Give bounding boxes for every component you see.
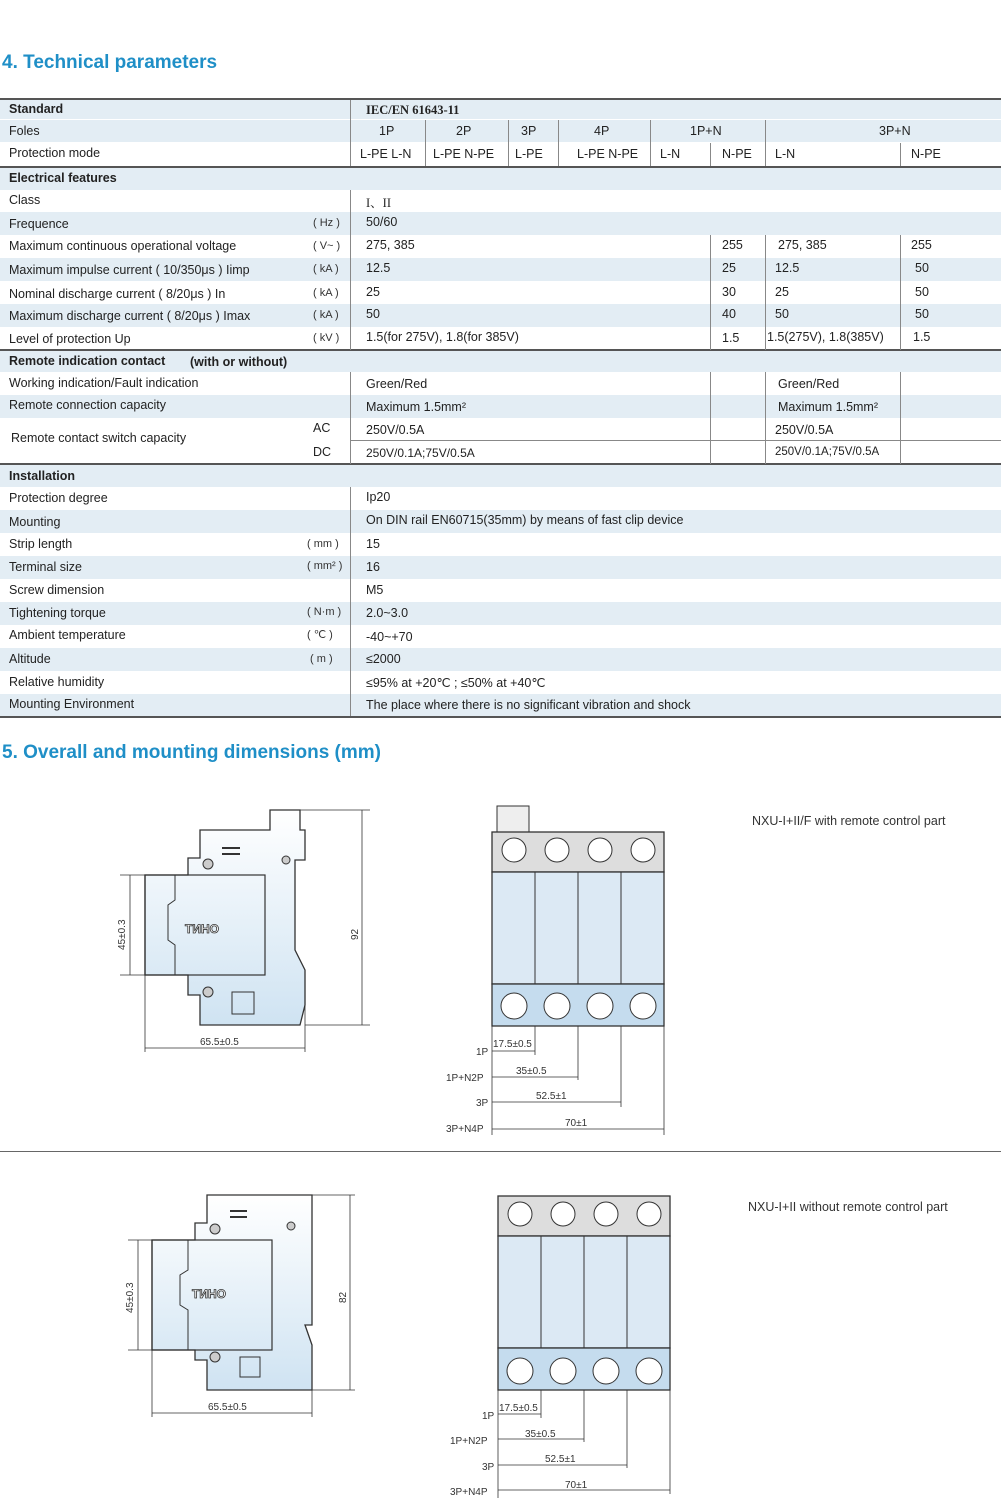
pole-label-3p: 3P	[476, 1098, 489, 1109]
amb-value: -40~+70	[366, 630, 413, 644]
section-title-dimensions: 5. Overall and mounting dimensions (mm)	[2, 742, 381, 763]
terminal-icon	[636, 1358, 662, 1384]
dc-label: DC	[313, 445, 332, 459]
screw-icon	[502, 838, 526, 862]
rcc-label: Remote connection capacity	[9, 398, 167, 412]
working-label: Working indication/Fault indication	[9, 376, 199, 390]
row-standard	[0, 100, 1001, 119]
imax-3: 50	[775, 307, 789, 321]
mode-2: L-PE N-PE	[433, 147, 495, 161]
imax-1: 50	[366, 307, 380, 321]
row-mcov	[0, 235, 1001, 258]
mcov-unit: ( V~ )	[313, 240, 341, 252]
dim-height-45: 45±0.3	[125, 1282, 136, 1313]
screw-icon	[631, 838, 655, 862]
brand-logo: TИHO	[192, 1287, 226, 1301]
dim-w3: 52.5±1	[536, 1091, 567, 1102]
terminal-icon	[587, 993, 613, 1019]
torque-label: Tightening torque	[9, 606, 106, 620]
ac-label: AC	[313, 421, 331, 435]
col-sep	[558, 120, 559, 166]
standard-label: Standard	[9, 102, 64, 116]
side-view-drawing-2	[100, 1185, 380, 1435]
up-3: 1.5(275V), 1.8(385V)	[767, 330, 884, 344]
screw-icon	[551, 1202, 575, 1226]
mcov-3: 275, 385	[778, 238, 827, 252]
table-rule-bottom	[0, 716, 1001, 718]
row-pd	[0, 487, 1001, 510]
terminal-icon	[550, 1358, 576, 1384]
row-up	[0, 327, 1001, 350]
iimp-2: 25	[722, 261, 736, 275]
terminal-icon	[630, 993, 656, 1019]
alt-unit: ( m )	[310, 653, 333, 665]
screw-icon	[637, 1202, 661, 1226]
row-mode	[0, 143, 1001, 165]
terminal-icon	[501, 993, 527, 1019]
brand-logo: TИHO	[185, 922, 219, 936]
amb-unit: ( ℃ )	[307, 629, 333, 641]
rcs-label: Remote contact switch capacity	[11, 431, 187, 445]
row-frequency	[0, 212, 1001, 235]
dc-1: 250V/0.1A;75V/0.5A	[366, 446, 475, 460]
pole-2p: 2P	[456, 124, 472, 138]
in-unit: ( kA )	[313, 287, 339, 299]
mode-5: L-N	[660, 147, 681, 161]
row-humidity	[0, 671, 1001, 694]
table-rule	[0, 166, 1001, 168]
rcc-1: Maximum 1.5mm²	[366, 400, 467, 414]
caption-with-remote: NXU-I+II/F with remote control part	[752, 814, 946, 828]
col-sep	[350, 487, 351, 716]
row-imax	[0, 304, 1001, 327]
screw-icon	[210, 1352, 220, 1362]
screw-icon	[203, 859, 213, 869]
in-3: 25	[775, 285, 789, 299]
alt-label: Altitude	[9, 652, 51, 666]
row-strip	[0, 533, 1001, 556]
remote-note: (with or without)	[190, 355, 288, 369]
dim-height-92: 92	[350, 928, 361, 940]
col-sep	[350, 100, 351, 166]
row-altitude	[0, 648, 1001, 671]
in-label: Nominal discharge current ( 8/20μs ) In	[9, 287, 226, 301]
standard-value: IEC/EN 61643-11	[366, 103, 460, 117]
electrical-label: Electrical features	[9, 171, 117, 185]
up-4: 1.5	[913, 330, 931, 344]
working-2: Green/Red	[778, 377, 840, 391]
pole-label-3p: 3P	[482, 1462, 495, 1473]
table-rule-top	[0, 98, 1001, 100]
col-sep	[765, 372, 766, 464]
row-environment	[0, 694, 1001, 716]
ts-value: 16	[366, 560, 380, 574]
imax-unit: ( kA )	[313, 309, 339, 321]
dim-w1: 17.5±0.5	[499, 1403, 538, 1414]
iimp-4: 50	[915, 261, 929, 275]
mount-label: Mounting	[9, 515, 61, 529]
row-working	[0, 372, 1001, 395]
screw-icon	[545, 838, 569, 862]
col-sep	[425, 120, 426, 166]
parameters-table	[0, 98, 1001, 718]
iimp-1: 12.5	[366, 261, 391, 275]
screw-icon	[203, 987, 213, 997]
env-value: The place where there is no significant vibration and shock	[366, 698, 691, 712]
dim-w3: 52.5±1	[545, 1454, 576, 1465]
screw-icon	[588, 838, 612, 862]
screw-value: M5	[366, 583, 384, 597]
pd-label: Protection degree	[9, 491, 108, 505]
in-2: 30	[722, 285, 736, 299]
up-1: 1.5(for 275V), 1.8(for 385V)	[366, 330, 519, 344]
col-sep	[900, 235, 901, 350]
alt-value: ≤2000	[366, 652, 401, 666]
row-electrical	[0, 168, 1001, 190]
terminal-icon	[593, 1358, 619, 1384]
pole-label-3pn4p: 3P+N4P	[446, 1124, 484, 1135]
row-installation	[0, 465, 1001, 487]
ts-label: Terminal size	[9, 560, 82, 574]
ac-2: 250V/0.5A	[775, 423, 834, 437]
front-view-drawing-1	[440, 800, 680, 1140]
up-label: Level of protection Up	[9, 332, 131, 346]
mcov-1: 275, 385	[366, 238, 415, 252]
remote-label: Remote indication contact	[9, 354, 166, 368]
mode-7: L-N	[775, 147, 796, 161]
screw-icon	[282, 856, 290, 864]
dim-width: 65.5±0.5	[200, 1037, 239, 1048]
iimp-3: 12.5	[775, 261, 800, 275]
dim-width: 65.5±0.5	[208, 1402, 247, 1413]
freq-unit: ( Hz )	[313, 217, 340, 229]
pd-value: Ip20	[366, 490, 391, 504]
pole-label-1pn2p: 1P+N2P	[450, 1436, 488, 1447]
mode-label: Protection mode	[9, 146, 101, 160]
amb-label: Ambient temperature	[9, 628, 126, 642]
dim-w4: 70±1	[565, 1118, 588, 1129]
in-1: 25	[366, 285, 380, 299]
class-label: Class	[9, 193, 41, 207]
freq-value: 50/60	[366, 215, 398, 229]
row-iimp	[0, 258, 1001, 281]
remote-terminal	[497, 806, 529, 832]
col-sep	[765, 235, 766, 350]
mode-3: L-PE	[515, 147, 543, 161]
col-sep	[710, 143, 711, 166]
rcc-2: Maximum 1.5mm²	[778, 400, 879, 414]
pole-1pn: 1P+N	[690, 124, 722, 138]
mount-value: On DIN rail EN60715(35mm) by means of fast clip device	[366, 513, 684, 527]
pole-3p: 3P	[521, 124, 537, 138]
row-remote	[0, 351, 1001, 372]
mode-1: L-PE L-N	[360, 147, 412, 161]
hum-label: Relative humidity	[9, 675, 105, 689]
terminal-icon	[507, 1358, 533, 1384]
strip-value: 15	[366, 537, 380, 551]
screw-icon	[594, 1202, 618, 1226]
iimp-label: Maximum impulse current ( 10/350μs ) Iimp	[9, 263, 250, 277]
row-screw	[0, 579, 1001, 602]
front-view-drawing-2	[440, 1190, 680, 1501]
ts-unit: ( mm² )	[307, 560, 343, 572]
up-2: 1.5	[722, 331, 740, 345]
col-sep	[765, 120, 766, 166]
drawing-separator	[0, 1151, 1001, 1152]
dc-2: 250V/0.1A;75V/0.5A	[775, 446, 880, 458]
torque-value: 2.0~3.0	[366, 606, 409, 620]
dim-height-82: 82	[338, 1291, 349, 1303]
env-label: Mounting Environment	[9, 697, 135, 711]
screw-icon	[210, 1224, 220, 1234]
dim-w1: 17.5±0.5	[493, 1039, 532, 1050]
up-unit: ( kV )	[313, 332, 340, 344]
table-rule	[0, 463, 1001, 465]
table-rule-thin	[350, 440, 1001, 441]
pole-1p: 1P	[379, 124, 395, 138]
screw-label: Screw dimension	[9, 583, 105, 597]
caption-without-remote: NXU-I+II without remote control part	[748, 1200, 948, 1214]
col-sep	[710, 372, 711, 464]
strip-unit: ( mm )	[307, 538, 339, 550]
screw-icon	[287, 1222, 295, 1230]
dim-height-45: 45±0.3	[117, 919, 128, 950]
pole-label-1pn2p: 1P+N2P	[446, 1073, 484, 1084]
ac-1: 250V/0.5A	[366, 423, 425, 437]
terminal-icon	[544, 993, 570, 1019]
col-sep	[508, 120, 509, 166]
pole-3pn: 3P+N	[879, 124, 911, 138]
pole-label-1p: 1P	[482, 1411, 495, 1422]
row-rcc	[0, 395, 1001, 418]
col-sep	[350, 372, 351, 464]
row-terminal	[0, 556, 1001, 579]
installation-label: Installation	[9, 469, 75, 483]
device-body	[145, 810, 305, 1025]
mode-4: L-PE N-PE	[577, 147, 639, 161]
row-poles	[0, 120, 1001, 142]
col-sep	[650, 120, 651, 166]
hum-value: ≤95% at +20℃ ; ≤50% at +40℃	[366, 676, 546, 690]
iimp-unit: ( kA )	[313, 263, 339, 275]
col-sep	[900, 143, 901, 166]
pole-label-1p: 1P	[476, 1047, 489, 1058]
mcov-4: 255	[911, 238, 932, 252]
row-torque	[0, 602, 1001, 625]
mode-8: N-PE	[911, 147, 941, 161]
dim-w2: 35±0.5	[516, 1066, 547, 1077]
col-sep	[350, 190, 351, 350]
poles-label: Foles	[9, 124, 40, 138]
row-class	[0, 190, 1001, 212]
class-value: I、II	[366, 196, 391, 210]
mcov-2: 255	[722, 238, 743, 252]
row-in	[0, 281, 1001, 304]
dim-w4: 70±1	[565, 1480, 588, 1491]
row-ambient	[0, 625, 1001, 648]
col-sep	[900, 372, 901, 464]
mode-6: N-PE	[722, 147, 752, 161]
working-1: Green/Red	[366, 377, 428, 391]
in-4: 50	[915, 285, 929, 299]
strip-label: Strip length	[9, 537, 73, 551]
imax-label: Maximum discharge current ( 8/20μs ) Imax	[9, 309, 251, 323]
section-title-technical: 4. Technical parameters	[2, 52, 218, 73]
row-mounting	[0, 510, 1001, 533]
mcov-label: Maximum continuous operational voltage	[9, 239, 237, 253]
imax-2: 40	[722, 307, 736, 321]
table-rule	[0, 349, 1001, 351]
screw-icon	[508, 1202, 532, 1226]
torque-unit: ( N·m )	[307, 606, 342, 618]
side-view-drawing-1	[100, 800, 380, 1060]
imax-4: 50	[915, 307, 929, 321]
pole-label-3pn4p: 3P+N4P	[450, 1487, 488, 1498]
freq-label: Frequence	[9, 217, 69, 231]
col-sep	[710, 235, 711, 350]
pole-4p: 4P	[594, 124, 610, 138]
dim-w2: 35±0.5	[525, 1429, 556, 1440]
